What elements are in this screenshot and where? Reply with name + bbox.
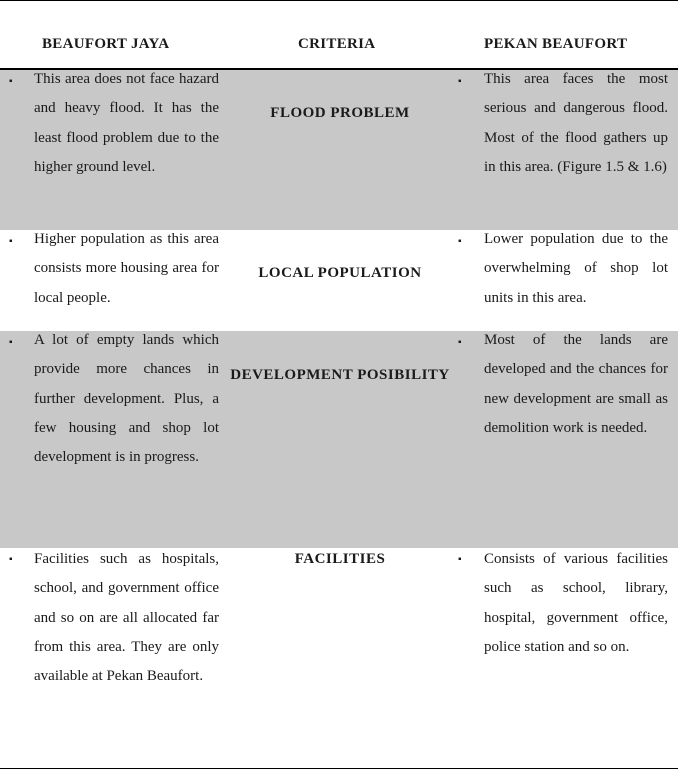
bullet-icon: ▪ bbox=[458, 554, 462, 565]
bullet-icon: ▪ bbox=[458, 76, 462, 87]
bullet-icon: ▪ bbox=[9, 76, 13, 87]
bullet-icon: ▪ bbox=[9, 236, 13, 247]
table-row-local-population bbox=[0, 230, 678, 331]
header-criteria: CRITERIA bbox=[298, 36, 376, 52]
bullet-icon: ▪ bbox=[458, 337, 462, 348]
table-row-development-posibility bbox=[0, 331, 678, 548]
bullet-icon: ▪ bbox=[9, 554, 13, 565]
table-bottom-rule bbox=[0, 768, 678, 769]
beaufort-jaya-facilities-text: Facilities such as hospitals, school, and government office and so on are all allocated far from this area. They are only available at Pekan Beaufort. bbox=[34, 551, 219, 685]
header-beaufort-jaya: BEAUFORT JAYA bbox=[42, 36, 170, 52]
bullet-icon: ▪ bbox=[9, 337, 13, 348]
table-top-rule bbox=[0, 0, 678, 1]
criteria-facilities: FACILITIES bbox=[294, 551, 386, 567]
beaufort-jaya-development-text: A lot of empty lands which provide more chances in further development. Plus, a few housing and shop lot development is in progress. bbox=[34, 332, 219, 466]
table-row-flood-problem bbox=[0, 70, 678, 230]
bullet-icon: ▪ bbox=[458, 236, 462, 247]
header-pekan-beaufort: PEKAN BEAUFORT bbox=[484, 36, 628, 52]
pekan-beaufort-population-text: Lower population due to the overwhelming of shop lot units in this area. bbox=[484, 231, 668, 306]
beaufort-jaya-flood-text: This area does not face hazard and heavy flood. It has the least flood problem due to the higher ground level. bbox=[34, 71, 219, 175]
criteria-development-posibility: DEVELOPMENT POSIBILITY bbox=[230, 367, 450, 383]
pekan-beaufort-facilities-text: Consists of various facilities such as school, library, hospital, government office, police station and so on. bbox=[484, 551, 668, 655]
criteria-flood-problem: FLOOD PROBLEM bbox=[270, 105, 410, 121]
table-row-facilities bbox=[0, 548, 678, 768]
criteria-local-population: LOCAL POPULATION bbox=[258, 265, 422, 281]
beaufort-jaya-population-text: Higher population as this area consists more housing area for local people. bbox=[34, 231, 219, 306]
pekan-beaufort-flood-text: This area faces the most serious and dangerous flood. Most of the flood gathers up in this area. (Figure 1.5 & 1.6) bbox=[484, 71, 668, 175]
pekan-beaufort-development-text: Most of the lands are developed and the chances for new development are small as demolition work is needed. bbox=[484, 332, 668, 436]
